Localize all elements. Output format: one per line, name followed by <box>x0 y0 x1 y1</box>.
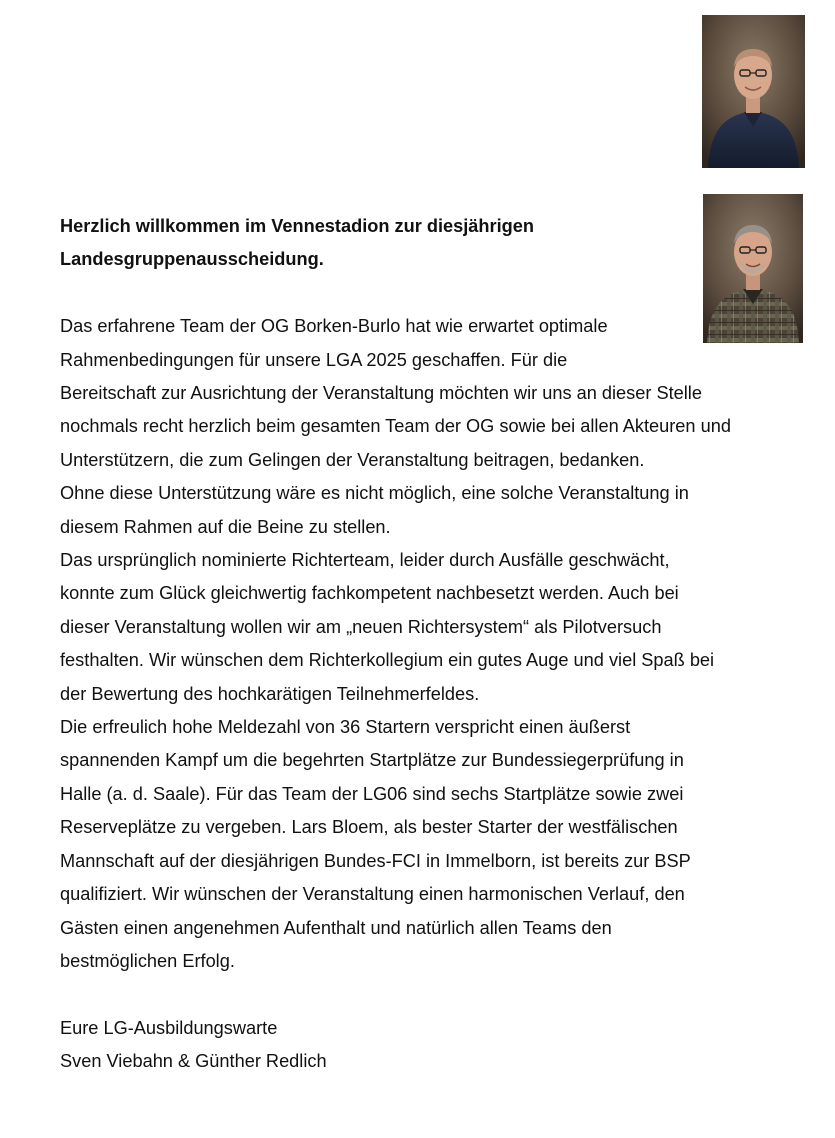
welcome-letter <box>60 210 790 1079</box>
body-line: festhalten. Wir wünschen dem Richterkollegium ein gutes Auge und viel Spaß bei <box>60 650 715 671</box>
signature-block <box>60 1012 790 1079</box>
body-line: konnte zum Glück gleichwertig fachkompetent nachbesetzt werden. Auch bei <box>60 583 679 604</box>
body-line: der Bewertung des hochkarätigen Teilnehmerfeldes. <box>60 683 480 704</box>
portrait-photo-1 <box>702 15 805 168</box>
body-line: Die erfreulich hohe Meldezahl von 36 Startern verspricht einen äußerst <box>60 717 631 738</box>
body-line: Bereitschaft zur Ausrichtung der Veranstaltung möchten wir uns an dieser Stelle <box>60 383 702 404</box>
body-line: Das erfahrene Team der OG Borken-Burlo hat wie erwartet optimale <box>60 316 608 337</box>
body-line: Mannschaft auf der diesjährigen Bundes-FCI in Immelborn, ist bereits zur BSP <box>60 850 691 871</box>
signature-greeting: Eure LG-Ausbildungswarte <box>60 1017 278 1038</box>
heading-line: Landesgruppenausscheidung. <box>60 249 324 270</box>
body-line: spannenden Kampf um die begehrten Startplätze zur Bundessiegerprüfung in <box>60 750 684 771</box>
body-line: Rahmenbedingungen für unsere LGA 2025 geschaffen. Für die <box>60 349 568 370</box>
paragraph-spacer <box>60 277 790 310</box>
body-line: Ohne diese Unterstützung wäre es nicht möglich, eine solche Veranstaltung in <box>60 483 689 504</box>
body-line: Gästen einen angenehmen Aufenthalt und natürlich allen Teams den <box>60 917 612 938</box>
body-line: dieser Veranstaltung wollen wir am „neuen Richtersystem“ als Pilotversuch <box>60 616 662 637</box>
letter-body <box>60 310 790 978</box>
body-line: Unterstützern, die zum Gelingen der Veranstaltung beitragen, bedanken. <box>60 449 645 470</box>
body-line: nochmals recht herzlich beim gesamten Team der OG sowie bei allen Akteuren und <box>60 416 731 437</box>
signature-names: Sven Viebahn & Günther Redlich <box>60 1051 327 1072</box>
body-line: qualifiziert. Wir wünschen der Veranstaltung einen harmonischen Verlauf, den <box>60 884 685 905</box>
heading-line: Herzlich willkommen im Vennestadion zur diesjährigen <box>60 216 535 236</box>
paragraph-spacer <box>60 978 790 1011</box>
portrait-photo-1-image <box>702 15 805 168</box>
body-line: Halle (a. d. Saale). Für das Team der LG06 sind sechs Startplätze sowie zwei <box>60 783 684 804</box>
body-line: Das ursprünglich nominierte Richterteam, leider durch Ausfälle geschwächt, <box>60 550 670 571</box>
letter-heading <box>60 210 790 277</box>
body-line: diesem Rahmen auf die Beine zu stellen. <box>60 516 391 537</box>
body-line: Reserveplätze zu vergeben. Lars Bloem, als bester Starter der westfälischen <box>60 817 678 838</box>
body-line: bestmöglichen Erfolg. <box>60 950 235 971</box>
